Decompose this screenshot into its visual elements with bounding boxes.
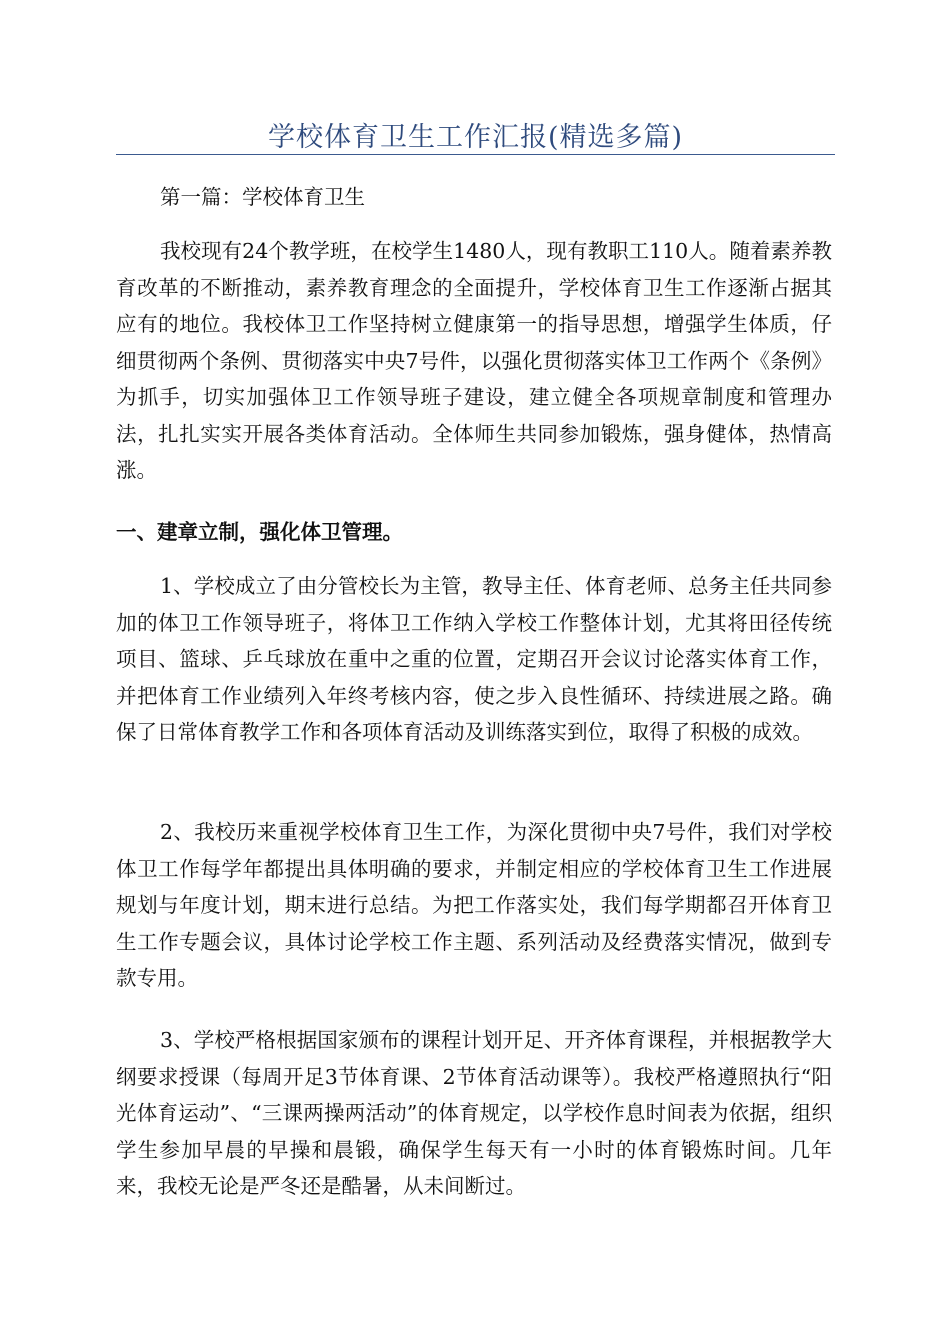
paragraph-3: 3、学校严格根据国家颁布的课程计划开足、开齐体育课程，并根据教学大纲要求授课（每周开足3节体育课、2节体育活动课等）。我校严格遵照执行“阳光体育运动”、“三课两操两活动”的体育规定，以学校作息时间表为依据，组织学生参加早晨的早操和晨锻，确保学生每天有一小时的体育锻炼时间。几年来，我校无论是严冬还是酷暑，从未间断过。 [116,1028,832,1198]
title-underline [116,154,835,155]
section-heading-1: 一、建章立制，强化体卫管理。 [116,520,403,544]
paragraph-1: 1、学校成立了由分管校长为主管，教导主任、体育老师、总务主任共同参加的体卫工作领导班子，将体卫工作纳入学校工作整体计划，尤其将田径传统项目、篮球、乒乓球放在重中之重的位置，定期召开会议讨论落实体育工作，并把体育工作业绩列入年终考核内容，使之步入良性循环、持续进展之路。确保了日常体育教学工作和各项体育活动及训练落实到位，取得了积极的成效。 [116,574,832,744]
section-label: 第一篇：学校体育卫生 [160,185,365,209]
intro-paragraph: 我校现有24个教学班，在校学生1480人，现有教职工110人。随着素养教育改革的不断推动，素养教育理念的全面提升，学校体育卫生工作逐渐占据其应有的地位。我校体卫工作坚持树立健康第一的指导思想，增强学生体质，仔细贯彻两个条例、贯彻落实中央7号件，以强化贯彻落实体卫工作两个《条例》为抓手，切实加强体卫工作领导班子建设，建立健全各项规章制度和管理办法，扎扎实实开展各类体育活动。全体师生共同参加锻炼，强身健体，热情高涨。 [116,239,832,482]
document-title: 学校体育卫生工作汇报(精选多篇) [267,122,684,153]
paragraph-2: 2、我校历来重视学校体育卫生工作，为深化贯彻中央7号件，我们对学校体卫工作每学年都提出具体明确的要求，并制定相应的学校体育卫生工作进展规划与年度计划，期末进行总结。为把工作落实处，我们每学期都召开体育卫生工作专题会议，具体讨论学校工作主题、系列活动及经费落实情况，做到专款专用。 [116,820,832,990]
